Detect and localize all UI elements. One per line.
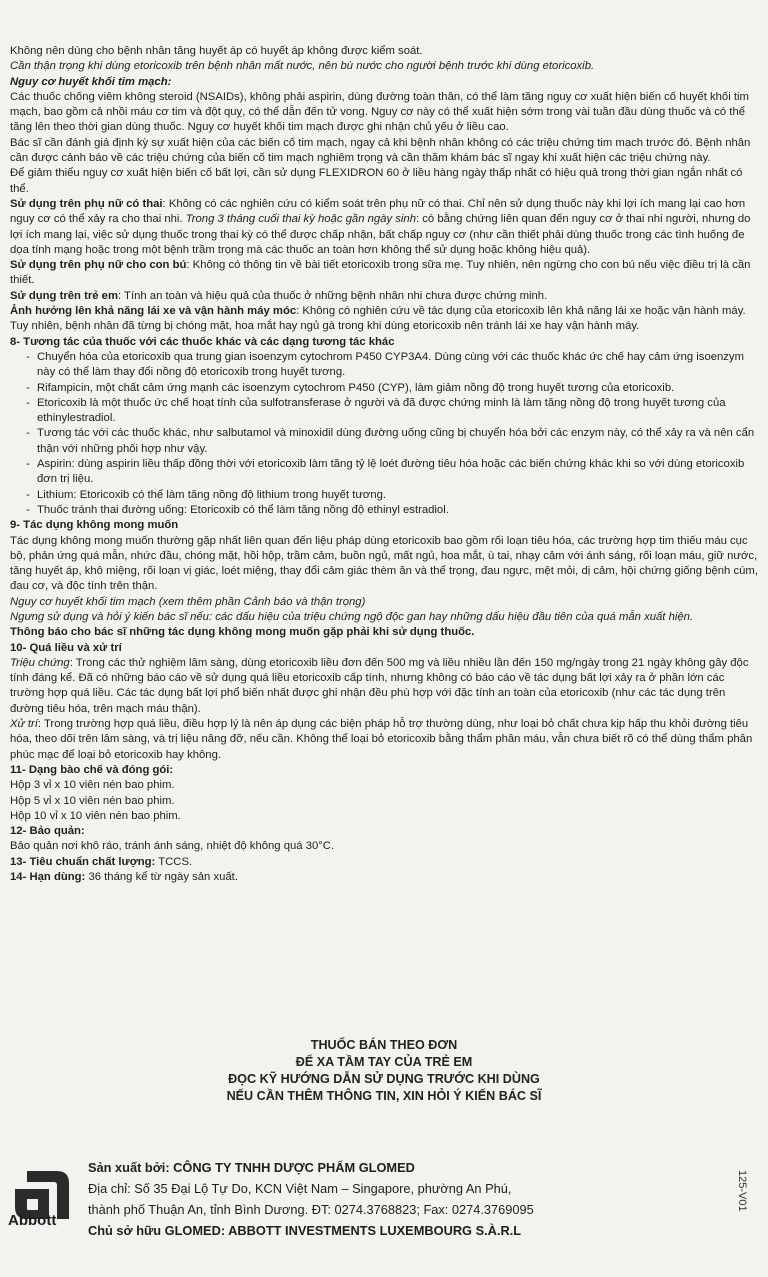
notice-line: ĐỌC KỸ HƯỚNG DẪN SỬ DỤNG TRƯỚC KHI DÙNG <box>228 1072 540 1086</box>
list-item: - Thuốc tránh thai đường uống: Etoricoxib có thể làm tăng nồng độ ethinyl estradiol. <box>26 503 760 518</box>
storage-text: Bảo quản nơi khô ráo, tránh ánh sáng, nhiệt độ không quá 30°C. <box>10 840 335 853</box>
side-effects-paragraph-2: Nguy cơ huyết khối tim mạch (xem thêm phần Cảnh báo và thận trọng) <box>10 595 366 608</box>
cardio-heading: Nguy cơ huyết khối tim mạch: <box>10 75 172 88</box>
packaging-item: Hộp 5 vỉ x 10 viên nén bao phim. <box>10 794 175 807</box>
lactation-paragraph: Sử dụng trên phụ nữ cho con bú: Không có thông tin về bài tiết etoricoxib trong sữa mẹ. Tuy nhiên, nên ngừng cho con bú nếu việc điều trị là cần thiết. <box>10 259 751 287</box>
manufacturer-info <box>88 1157 534 1241</box>
notice-line: THUỐC BÁN THEO ĐƠN <box>310 1038 458 1052</box>
notice-line: ĐỂ XA TẦM TAY CỦA TRẺ EM <box>295 1055 473 1069</box>
packaging-item: Hộp 3 vỉ x 10 viên nén bao phim. <box>10 779 175 792</box>
pregnancy-label: Sử dụng trên phụ nữ có thai <box>10 197 163 210</box>
address-line: thành phố Thuận An, tỉnh Bình Dương. ĐT: 0274.3768823; Fax: 0274.3769095 <box>88 1202 534 1217</box>
warning-line-2: Cần thận trọng khi dùng etoricoxib trên bệnh nhân mất nước, nên bù nước cho người bệnh trước khi dùng etoricoxib. <box>10 60 595 73</box>
document-code: 125-V01 <box>736 1170 748 1212</box>
driving-paragraph: Ảnh hưởng lên khả năng lái xe và vận hành máy móc: Không có nghiên cứu về tác dụng của etoricoxib lên khả năng lái xe hoặc vận hành máy. Tuy nhiên, bệnh nhân đã từng bị chóng mặt, hoa mắt hay ngủ gà trong khi dùng etoricoxib nên tránh lái xe hay vận hành máy. <box>10 305 746 333</box>
notice-line: NẾU CẦN THÊM THÔNG TIN, XIN HỎI Ý KIẾN BÁC SĨ <box>226 1089 542 1103</box>
shelf-life-line: 14- Hạn dùng: 36 tháng kể từ ngày sản xuất. <box>10 871 238 884</box>
cardio-paragraph-2: Bác sĩ cần đánh giá định kỳ sự xuất hiện của các biến cố tim mạch, ngay cả khi bệnh nhân không có các triệu chứng tim mạch trước đó. Bệnh nhân cần được cảnh báo về các triệu chứng của biến cố tim mạch nghiêm trọng và cần thăm khám bác sĩ ngay khi xuất hiện các triệu chứng này. <box>10 136 751 165</box>
side-effects-paragraph-3: Ngưng sử dụng và hỏi ý kiến bác sĩ nếu: các dấu hiệu của triệu chứng ngộ độc gan hay những dấu hiệu đầu tiên của quá mẫn xuất hiện. <box>10 610 694 623</box>
side-effects-paragraph-1: Tác dụng không mong muốn thường gặp nhất liên quan đến liệu pháp dùng etoricoxib bao gồm rối loạn tiêu hóa, các trường hợp tim thiếu máu cục bộ, phản ứng quá mẫn, nhức đầu, chóng mặt, hồi hộp, trầm cảm, buồn ngủ, mất ngủ, hoa mắt, ù tai, nhạy cảm với ánh sáng, rối loạn máu, giữ nước, tăng huyết áp, khô miệng, rối loạn vị giác, loét miệng, thay đổi cảm giác thèm ăn và thể trọng, đau ngực, mệt mỏi, dị cảm, hội chứng giống bệnh cúm, đau cơ, và độc tính trên thận. <box>10 534 758 593</box>
side-effects-heading: 9- Tác dụng không mong muốn <box>10 519 179 532</box>
owner-line: Chủ sở hữu GLOMED: ABBOTT INVESTMENTS LUXEMBOURG S.À.R.L <box>88 1223 522 1238</box>
lactation-label: Sử dụng trên phụ nữ cho con bú <box>10 259 187 272</box>
list-item: - Lithium: Etoricoxib có thể làm tăng nồng độ lithium trong huyết tương. <box>26 488 760 503</box>
children-paragraph: Sử dụng trên trẻ em: Tính an toàn và hiệu quả của thuốc ở những bệnh nhân nhi chưa được chứng minh. <box>10 289 548 302</box>
leaflet-body <box>10 44 760 885</box>
address-line: Địa chỉ: Số 35 Đại Lộ Tự Do, KCN Việt Nam – Singapore, phường An Phú, <box>88 1181 512 1196</box>
cardio-paragraph-1: Các thuốc chống viêm không steroid (NSAIDs), không phải aspirin, dùng đường toàn thân, có thể làm tăng nguy cơ xuất hiện biến cố huyết khối tim mạch, bao gồm cả nhồi máu cơ tim và đột quỵ, có thể dẫn đến tử vong. Nguy cơ này có thể xuất hiện sớm trong vài tuần đầu dùng thuốc và có thể tăng lên theo thời gian dùng thuốc. Nguy cơ huyết khối tim mạch được ghi nhận chủ yếu ở liều cao. <box>10 90 749 134</box>
list-item: - Tương tác với các thuốc khác, như salbutamol và minoxidil dùng đường uống cũng bị chuyển hóa bởi các enzym này, có thể xảy ra và nên cẩn thận với những phối hợp như vậy. <box>26 426 760 457</box>
driving-label: Ảnh hưởng lên khả năng lái xe và vận hành máy móc <box>10 305 297 318</box>
list-item: - Rifampicin, một chất cảm ứng mạnh các isoenzym cytochrom P450 (CYP), làm giảm nồng độ trong huyết tương của etoricoxib. <box>26 381 760 396</box>
list-item: - Chuyển hóa của etoricoxib qua trung gian isoenzym cytochrom P450 CYP3A4. Dùng cùng với các thuốc khác ức chế hay cảm ứng isoenzym này có thể làm thay đổi nồng độ etoricoxib trong huyết tương. <box>26 350 760 381</box>
overdose-treatment: Xử trí: Trong trường hợp quá liều, điều hợp lý là nên áp dụng các biện pháp hỗ trợ thường dùng, như loại bỏ chất chưa kịp hấp thu khỏi đường tiêu hóa, theo dõi trên lâm sàng, và trị liệu nâng đỡ, nếu cần. Không thể loại bỏ etoricoxib bằng thẩm phân máu, vẫn chưa biết rõ có thể dùng thẩm phân phúc mạc để loại bỏ etoricoxib hay không. <box>10 718 753 761</box>
prescription-notice <box>0 1037 768 1105</box>
manufacturer-line: Sản xuất bởi: CÔNG TY TNHH DƯỢC PHẨM GLOMED <box>88 1160 415 1175</box>
overdose-symptoms: Triệu chứng: Trong các thử nghiệm lâm sàng, dùng etoricoxib liều đơn đến 500 mg và liều nhiều lần đến 150 mg/ngày trong 21 ngày không gây độc tính đáng kể. Đã có những báo cáo về sử dụng quá liều etoricoxib cấp tính, nhưng không có báo cáo về tác dụng bất lợi xảy ra ở phần lớn các trường hợp quá liều. Các tác dụng bất lợi phổ biến nhất được ghi nhận đều phù hợp với đặc tính an toàn của etoricoxib (như các tác dụng trên đường tiêu hóa, trên mạch máu thận). <box>10 656 749 715</box>
warning-line-1: Không nên dùng cho bệnh nhân tăng huyết áp có huyết áp không được kiểm soát. <box>10 45 423 57</box>
standard-line: 13- Tiêu chuẩn chất lượng: TCCS. <box>10 855 193 868</box>
overdose-heading: 10- Quá liều và xử trí <box>10 641 122 654</box>
list-item: - Etoricoxib là một thuốc ức chế hoạt tính của sulfotransferase ở người và đã được chứng minh là làm tăng nồng độ trong huyết tương của ethinylestradiol. <box>26 396 760 427</box>
interactions-heading: 8- Tương tác của thuốc với các thuốc khác và các dạng tương tác khác <box>10 335 395 348</box>
children-label: Sử dụng trên trẻ em <box>10 289 118 302</box>
storage-heading: 12- Bảo quản: <box>10 825 85 838</box>
packaging-item: Hộp 10 vỉ x 10 viên nén bao phim. <box>10 809 181 822</box>
cardio-paragraph-3: Để giảm thiểu nguy cơ xuất hiện biến cố bất lợi, cần sử dụng FLEXIDRON 60 ở liều hàng ngày thấp nhất có hiệu quả trong thời gian ngắn nhất có thể. <box>10 167 743 195</box>
side-effects-paragraph-4: Thông báo cho bác sĩ những tác dụng không mong muốn gặp phải khi sử dụng thuốc. <box>10 626 475 639</box>
packaging-heading: 11- Dạng bào chế và đóng gói: <box>10 763 174 776</box>
interactions-list <box>10 350 760 518</box>
pregnancy-paragraph: Sử dụng trên phụ nữ có thai: Không có các nghiên cứu có kiểm soát trên phụ nữ có thai. Chỉ nên sử dụng thuốc này khi lợi ích mang lại cao hơn nguy cơ có thể xảy ra cho thai nhi. Trong 3 tháng cuối thai kỳ hoặc gần ngày sinh: có bằng chứng liên quan đến nguy cơ ở thai nhi người, nhưng do lợi ích mang lại, việc sử dụng thuốc trong thai kỳ có thể được chấp nhận, bất chấp nguy cơ (như cần thiết phải dùng thuốc trong các tình huống đe dọa tính mạng hoặc trong một bệnh trầm trọng mà các thuốc an toàn hơn không thể sử dụng hoặc không hiệu quả). <box>10 197 751 256</box>
logo-wordmark: Abbott <box>8 1212 57 1229</box>
list-item: - Aspirin: dùng aspirin liều thấp đồng thời với etoricoxib làm tăng tỷ lệ loét đường tiêu hóa hoặc các biến chứng khác khi so với dùng etoricoxib đơn trị liệu. <box>26 457 760 488</box>
